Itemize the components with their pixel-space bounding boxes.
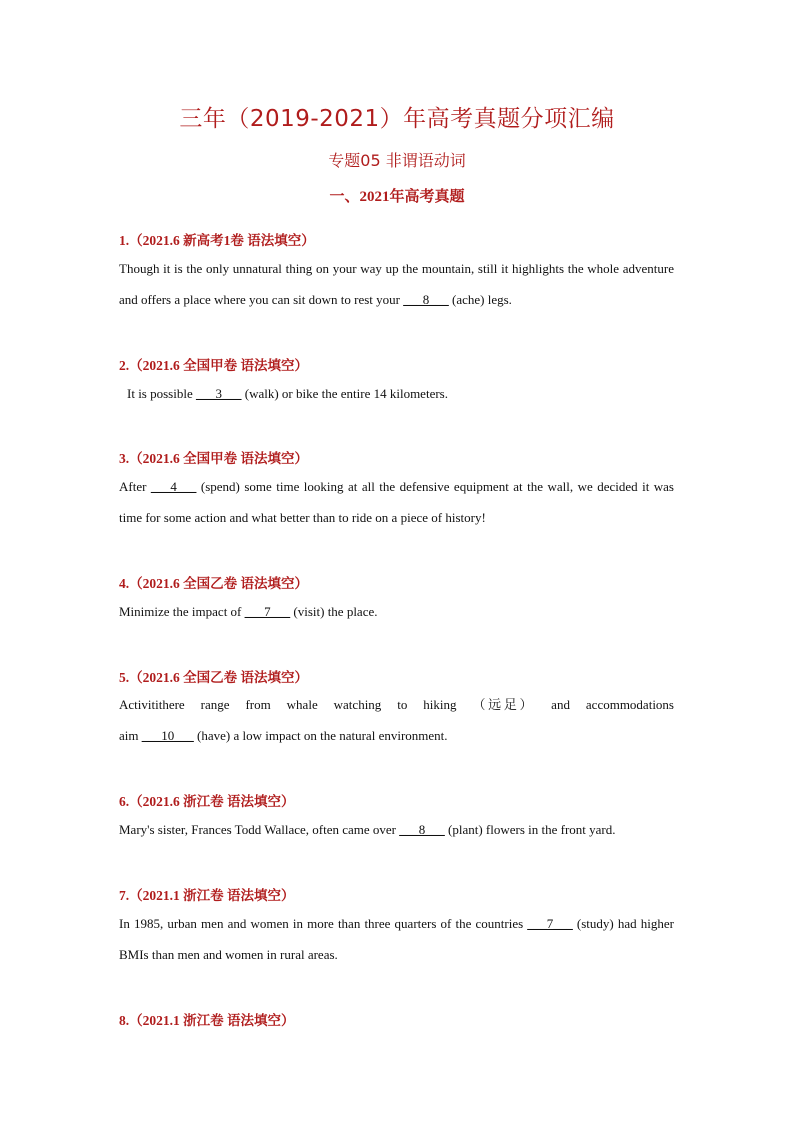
question-3-pre: After [119, 479, 151, 494]
question-2-text [119, 378, 682, 409]
question-2-pre: It is possible [127, 386, 196, 401]
question-1-blank: ___8___ [403, 292, 449, 307]
question-4-post: (visit) the place. [290, 604, 378, 619]
question-1-post: (ache) legs. [448, 292, 512, 307]
question-6-text [119, 814, 674, 845]
question-7-heading: 7.（2021.1 浙江卷 语法填空） [119, 888, 295, 903]
question-1-pre: Though it is the only unnatural thing on your way up the mountain, still it highlights the whole adventure and offers a place where you can sit down to rest your [119, 261, 674, 307]
question-1-heading: 1.（2021.6 新高考1卷 语法填空） [119, 233, 315, 248]
question-2-blank: ___3___ [195, 386, 242, 401]
question-6-post: (plant) flowers in the front yard. [444, 822, 616, 837]
question-6-blank: ___8___ [399, 822, 445, 837]
question-5-line-1: Activitithere range from whale watching to hiking （远足） and accommodations [119, 697, 674, 712]
question-8-heading: 8.（2021.1 浙江卷 语法填空） [119, 1013, 295, 1028]
question-6-pre: Mary's sister, Frances Todd Wallace, often came over [119, 822, 400, 837]
question-2-heading: 2.（2021.6 全国甲卷 语法填空） [119, 358, 308, 373]
question-3-text [119, 471, 674, 533]
question-4-blank: ___7___ [244, 604, 291, 619]
question-7-blank: ___7___ [527, 916, 573, 931]
question-5-pre: aim [119, 728, 142, 743]
section-heading: 一、2021年高考真题 [329, 189, 465, 205]
question-7-pre: In 1985, urban men and women in more than three quarters of the countries [119, 916, 528, 931]
question-4-pre: Minimize the impact of [119, 604, 245, 619]
question-3-post: (spend) some time looking at all the defensive equipment at the wall, we decided it was time for some action and what better than to ride on a piece of history! [119, 479, 674, 525]
document-subtitle: 专题05 非谓语动词 [328, 151, 466, 170]
question-5-post: (have) a low impact on the natural environment. [193, 728, 448, 743]
question-5-line-2 [119, 720, 674, 751]
question-1-text [119, 253, 674, 315]
question-4-heading: 4.（2021.6 全国乙卷 语法填空） [119, 576, 308, 591]
question-5-text [119, 689, 674, 751]
question-6-heading: 6.（2021.6 浙江卷 语法填空） [119, 794, 295, 809]
question-7-text [119, 908, 674, 970]
question-3-heading: 3.（2021.6 全国甲卷 语法填空） [119, 451, 308, 466]
question-4-text [119, 596, 674, 627]
question-3-blank: ___4___ [150, 479, 197, 494]
question-5-blank: ___10___ [141, 728, 194, 743]
question-5-heading: 5.（2021.6 全国乙卷 语法填空） [119, 670, 308, 685]
question-7-post: (study) had higher BMIs than men and women in rural areas. [119, 916, 674, 962]
question-2-post: (walk) or bike the entire 14 kilometers. [241, 386, 448, 401]
document-title: 三年（2019-2021）年高考真题分项汇编 [179, 106, 615, 132]
